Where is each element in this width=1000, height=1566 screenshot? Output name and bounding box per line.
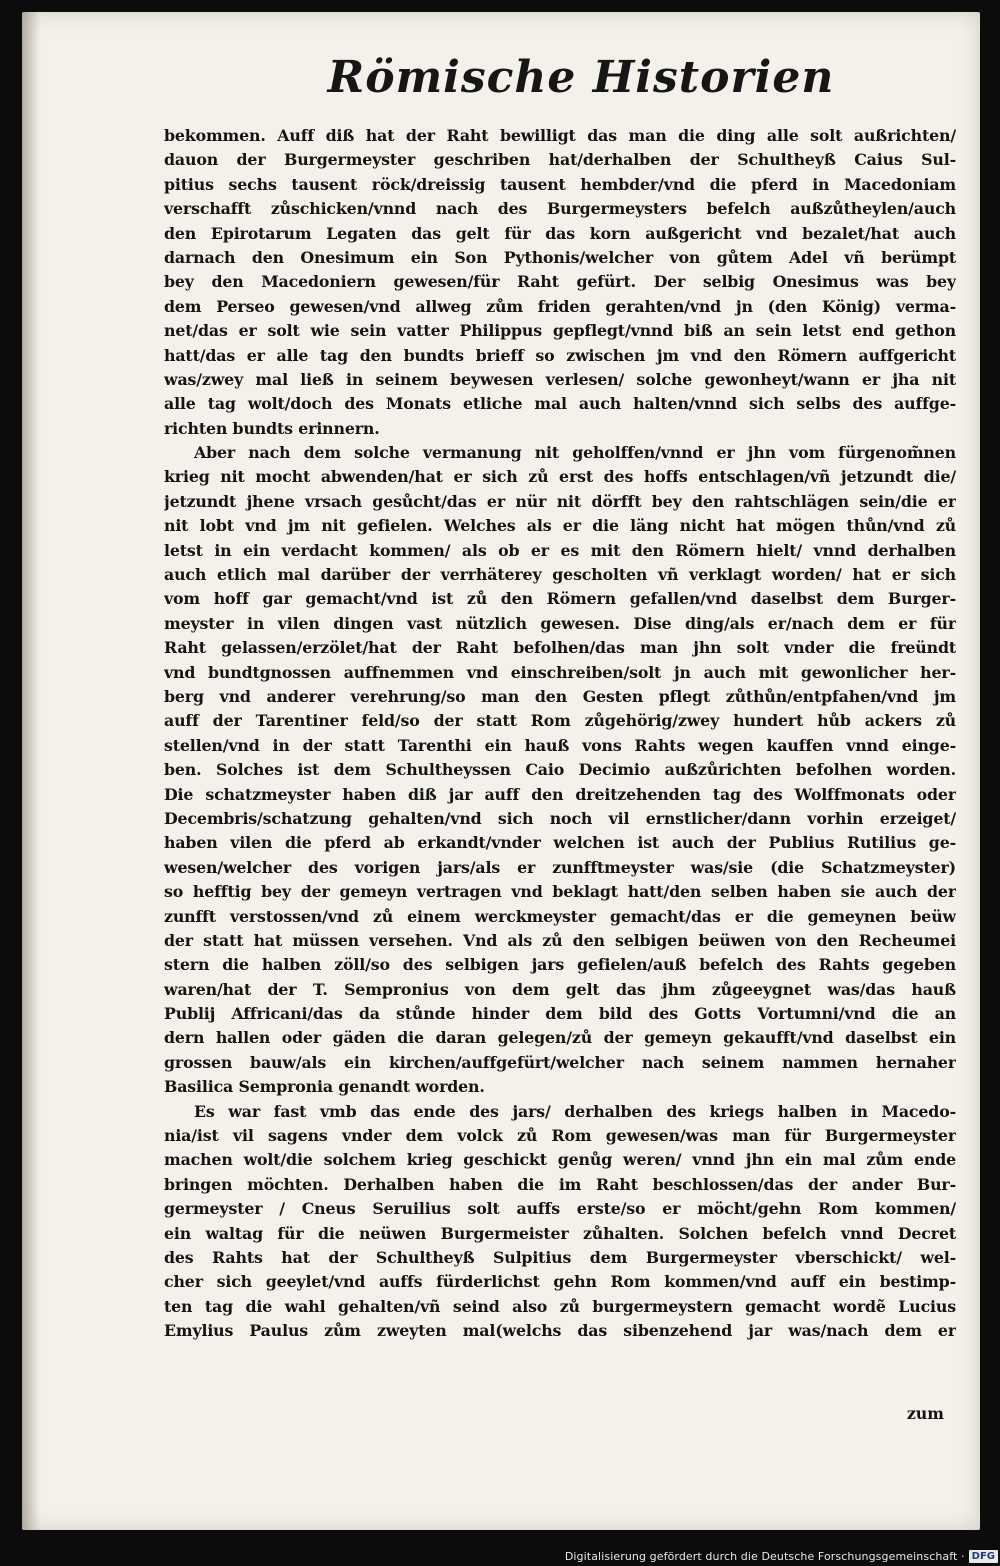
text-line: Basilica Sempronia genandt worden. [164, 1077, 485, 1097]
text-line: so hefftig bey der gemeyn vertragen vnd beklagt hatt/den selben haben sie auch der [164, 882, 956, 902]
text-line: ein waltag für die neüwen Burgermeister zůhalten. Solchen befelch vnnd Decret [164, 1223, 956, 1243]
text-line: bringen möchten. Derhalben haben die im Raht beschlossen/das der ander Bur- [164, 1174, 956, 1194]
text-line: machen wolt/die solchem krieg geschickt genůg weren/ vnnd jhn ein mal zům ende [164, 1150, 956, 1170]
text-line: dern hallen oder gäden die daran gelegen/zů der gemeyn gekaufft/vnd daselbst ein [164, 1028, 956, 1048]
text-line: auff der Tarentiner feld/so der statt Rom zůgehörig/zwey hundert hůb ackers zů [164, 711, 956, 731]
text-line: verschafft zůschicken/vnnd nach des Burgermeysters befelch außzůtheylen/auch [164, 199, 956, 219]
text-line: hatt/das er alle tag den bundts brieff so zwischen jm vnd den Römern auffgericht [164, 345, 956, 365]
text-line: Emylius Paulus zům zweyten mal(welchs das sibenzehend jar was/nach dem er [164, 1321, 956, 1341]
text-line: darnach den Onesimum ein Son Pythonis/welcher von gůtem Adel vñ berümpt [164, 247, 956, 267]
text-line: Raht gelassen/erzölet/hat der Raht befolhen/das man jhn solt vnder die freündt [164, 638, 956, 658]
text-line: nit lobt vnd jm nit gefielen. Welches als er die läng nicht hat mögen thůn/vnd zů [164, 516, 956, 536]
text-line: Aber nach dem solche vermanung nit geholffen/vnnd er jhn vom fürgenom̃nen [194, 443, 956, 463]
text-line: letst in ein verdacht kommen/ als ob er es mit den Römern hielt/ vnnd derhalben [164, 540, 956, 560]
text-line: des Rahts hat der Schultheyß Sulpitius dem Burgermeyster vberschickt/ wel- [164, 1247, 956, 1267]
text-line: Die schatzmeyster haben diß jar auff den dreitzehenden tag des Wolffmonats oder [164, 784, 956, 804]
text-line: auch etlich mal darüber der verrhäterey gescholten vñ verklagt worden/ hat er sich [164, 565, 956, 585]
text-line: haben vilen die pferd ab erkandt/vnder welchen ist auch der Publius Rutilius ge- [164, 833, 956, 853]
footer-credit: Digitalisierung gefördert durch die Deutsche Forschungsgemeinschaft · [564, 1549, 965, 1563]
text-line: stern die halben zöll/so des selbigen jars gefielen/auß befelch des Rahts gegeben [164, 955, 956, 975]
text-line: ben. Solches ist dem Schultheyssen Caio Decimio außzůrichten befolhen worden. [164, 760, 956, 780]
text-line: vom hoff gar gemacht/vnd ist zů den Römern gefallen/vnd daselbst dem Burger- [164, 589, 956, 609]
text-line: Es war fast vmb das ende des jars/ derhalben des kriegs halben in Macedo- [194, 1101, 956, 1121]
book-page [22, 12, 980, 1530]
text-line: meyster in vilen dingen vast nützlich gewesen. Dise ding/als er/nach dem er für [164, 613, 956, 633]
text-line: wesen/welcher des vorigen jars/als er zunfftmeyster was/sie (die Schatzmeyster) [164, 857, 956, 877]
digitization-footer [565, 1546, 1000, 1566]
text-line: Publij Affricani/das da stůnde hinder dem bild des Gotts Vortumni/vnd die an [164, 1004, 956, 1024]
running-head: Römische Historien [327, 52, 835, 103]
text-line: net/das er solt wie sein vatter Philippus gepflegt/vnnd biß an sein letst end gethon [164, 321, 956, 341]
text-line: cher sich geeylet/vnd auffs fürderlichst gehn Rom kommen/vnd auff ein bestimp- [164, 1272, 956, 1292]
text-line: nia/ist vil sagens vnder dem volck zů Rom gewesen/was man für Burgermeyster [164, 1126, 956, 1146]
text-line: berg vnd anderer verehrung/so man den Gesten pflegt zůthůn/entpfahen/vnd jm [164, 686, 956, 706]
text-line: waren/hat der T. Sempronius von dem gelt das jhm zůgeeygnet was/das hauß [164, 979, 956, 999]
text-line: den Epirotarum Legaten das gelt für das korn außgericht vnd bezalet/hat auch [164, 223, 956, 243]
text-line: zunfft verstossen/vnd zů einem werckmeyster gemacht/das er die gemeynen beüw [164, 906, 956, 926]
text-line: Decembris/schatzung gehalten/vnd sich noch vil ernstlicher/dann vorhin erzeiget/ [164, 808, 956, 828]
body-text [164, 124, 956, 1344]
text-line: alle tag wolt/doch des Monats etliche mal auch halten/vnnd sich selbs des auffge- [164, 394, 956, 414]
page-spine-shadow [22, 12, 40, 1530]
text-line: dauon der Burgermeyster geschriben hat/derhalben der Schultheyß Caius Sul- [164, 150, 956, 170]
text-line: stellen/vnd in der statt Tarenthi ein hauß vons Rahts wegen kauffen vnnd einge- [164, 735, 956, 755]
text-line: germeyster / Cneus Seruilius solt auffs erste/so er möcht/gehn Rom kommen/ [164, 1199, 956, 1219]
text-line: dem Perseo gewesen/vnd allweg zům friden gerahten/vnd jn (den König) verma- [164, 296, 956, 316]
text-line: grossen bauw/als ein kirchen/auffgefürt/welcher nach seinem nammen hernaher [164, 1052, 956, 1072]
text-line: bekommen. Auff diß hat der Raht bewilligt das man die ding alle solt außrichten/ [164, 126, 956, 145]
text-line: pitius sechs tausent röck/dreissig tausent hembder/vnd die pferd in Macedoniam [164, 174, 956, 194]
dfg-logo-icon: DFG [969, 1550, 998, 1563]
text-line: der statt hat müssen versehen. Vnd als zů den selbigen beüwen von den Recheumei [164, 930, 956, 950]
text-line: jetzundt jhene vrsach gesůcht/das er nür nit dörfft bey den rahtschlägen sein/die er [164, 491, 956, 511]
text-line: bey den Macedoniern gewesen/für Raht gefürt. Der selbig Onesimus was bey [164, 272, 956, 292]
catchword: zum [906, 1404, 944, 1423]
text-line: vnd bundtgnossen auffnemmen vnd einschreiben/solt jn auch mit gewonlicher her- [164, 662, 956, 682]
text-line: was/zwey mal ließ in seinem beywesen verlesen/ solche gewonheyt/wann er jha nit [164, 369, 956, 389]
text-line: ten tag die wahl gehalten/vñ seind also zů burgermeystern gemacht wordẽ Lucius [164, 1296, 956, 1316]
text-line: krieg nit mocht abwenden/hat er sich zů erst des hoffs entschlagen/vñ jetzundt die/ [164, 467, 956, 487]
text-line: richten bundts erinnern. [164, 418, 380, 438]
